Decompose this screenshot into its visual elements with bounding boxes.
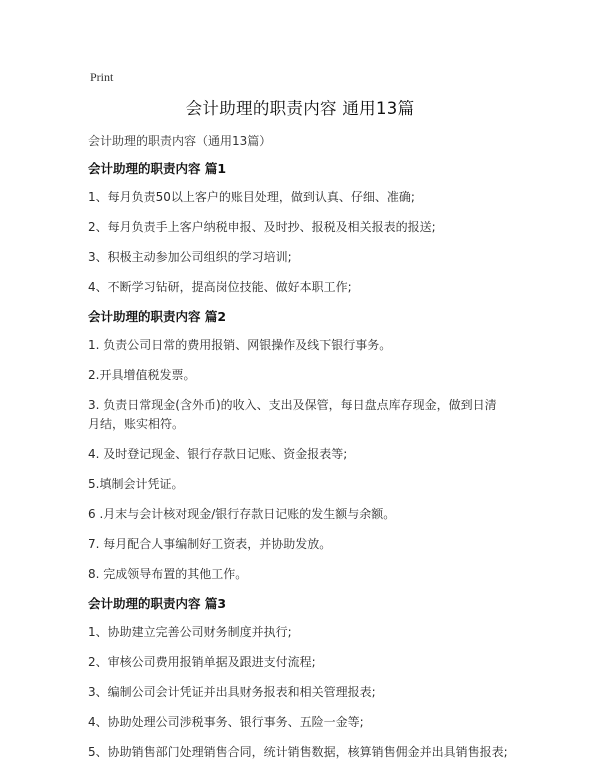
document-intro: 会计助理的职责内容（通用13篇） bbox=[88, 134, 272, 148]
list-item: 1. 负责公司日常的费用报销、网银操作及线下银行事务。 bbox=[88, 338, 392, 352]
section-heading: 会计助理的职责内容 篇1 bbox=[88, 161, 227, 176]
section-3 bbox=[88, 595, 508, 762]
list-item: 3、积极主动参加公司组织的学习培训; bbox=[88, 250, 292, 264]
list-item: 2.开具增值税发票。 bbox=[88, 368, 196, 382]
list-item: 3. 负责日常现金(含外币)的收入、支出及保管，每日盘点库存现金，做到日清月结，账实相符。 bbox=[88, 398, 497, 431]
list-item: 6 .月末与会计核对现金/银行存款日记账的发生额与余额。 bbox=[88, 507, 396, 521]
section-1 bbox=[88, 160, 508, 297]
list-item: 4、协助处理公司涉税事务、银行事务、五险一金等; bbox=[88, 715, 364, 729]
document-body bbox=[88, 132, 508, 773]
list-item: 2、每月负责手上客户纳税申报、及时抄、报税及相关报表的报送; bbox=[88, 220, 436, 234]
section-heading: 会计助理的职责内容 篇3 bbox=[88, 596, 227, 611]
document-title: 会计助理的职责内容 通用13篇 bbox=[185, 99, 415, 118]
list-item: 7. 每月配合人事编制好工资表，并协助发放。 bbox=[88, 537, 332, 551]
list-item: 4. 及时登记现金、银行存款日记账、资金报表等; bbox=[88, 447, 348, 461]
list-item: 1、每月负责50以上客户的账目处理，做到认真、仔细、准确; bbox=[88, 190, 415, 204]
list-item: 2、审核公司费用报销单据及跟进支付流程; bbox=[88, 655, 316, 669]
list-item: 1、协助建立完善公司财务制度并执行; bbox=[88, 625, 292, 639]
list-item: 5.填制会计凭证。 bbox=[88, 477, 184, 491]
list-item: 3、编制公司会计凭证并出具财务报表和相关管理报表; bbox=[88, 685, 376, 699]
print-label: Print bbox=[90, 70, 114, 84]
section-heading: 会计助理的职责内容 篇2 bbox=[88, 309, 227, 324]
list-item: 4、不断学习钻研，提高岗位技能、做好本职工作; bbox=[88, 280, 352, 294]
list-item: 8. 完成领导布置的其他工作。 bbox=[88, 567, 248, 581]
section-2 bbox=[88, 308, 508, 584]
list-item: 5、协助销售部门处理销售合同，统计销售数据，核算销售佣金并出具销售报表; bbox=[88, 745, 508, 759]
